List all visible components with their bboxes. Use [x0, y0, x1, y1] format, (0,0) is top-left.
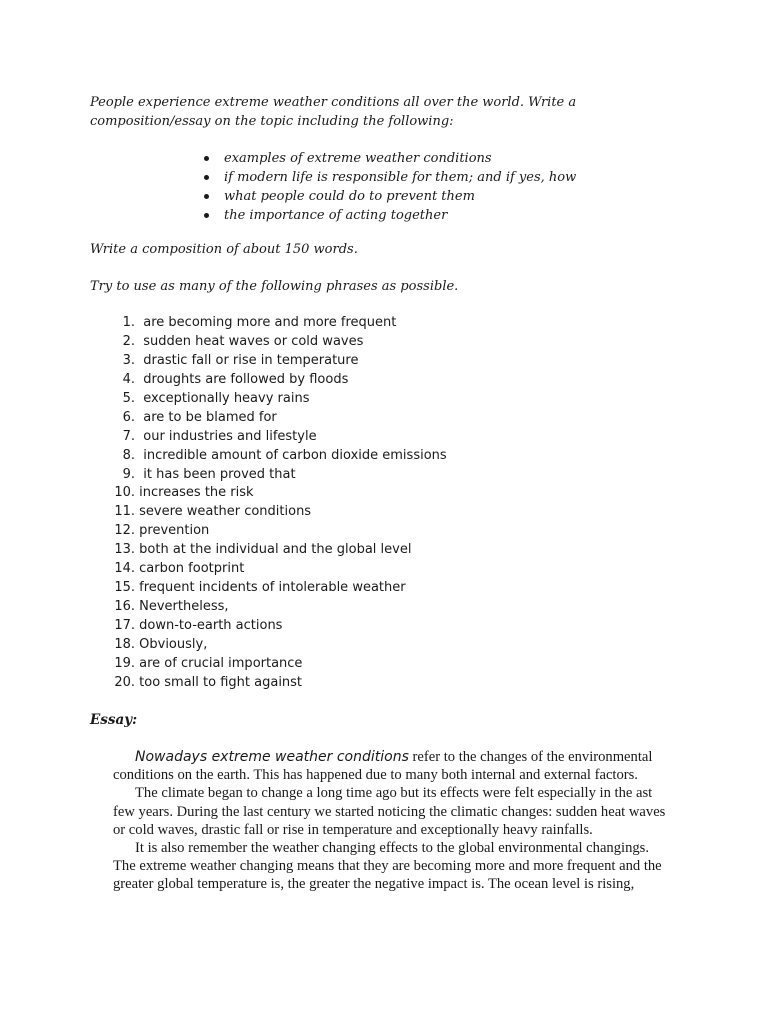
phrase-number: 17. — [114, 618, 135, 633]
phrase-number: 5. — [122, 390, 135, 406]
phrase-item — [90, 333, 690, 352]
phrase-number: 12. — [114, 523, 135, 539]
phrase-text: increases the risk — [139, 485, 254, 501]
phrase-text: too small to fight against — [139, 674, 303, 690]
phrase-item — [90, 636, 690, 655]
phrase-text: it has been proved that — [143, 466, 296, 482]
phrase-item — [90, 428, 690, 447]
phrase-list — [90, 314, 690, 693]
phrase-text: frequent incidents of intolerable weather — [139, 580, 406, 596]
phrase-number: 10. — [114, 485, 135, 501]
phrase-item — [90, 484, 690, 503]
phrase-number: 18. — [114, 636, 135, 652]
assignment-prompt — [90, 94, 690, 296]
phrase-number: 9. — [122, 466, 135, 482]
phrase-text: Obviously, — [139, 636, 208, 652]
phrase-number: 1. — [122, 315, 135, 330]
phrase-number: 4. — [122, 371, 135, 387]
phrase-text: Nevertheless, — [139, 599, 229, 615]
phrase-number: 3. — [122, 352, 135, 368]
prompt-intro: People experience extreme weather conditions all over the world. Write a composition/essay on the topic including the following: — [90, 95, 577, 129]
phrase-text: prevention — [139, 523, 210, 539]
phrase-number: 2. — [122, 333, 135, 349]
phrase-text: sudden heat waves or cold waves — [143, 333, 364, 349]
essay-lead-phrase: Nowadays extreme weather conditions — [135, 749, 409, 765]
phrase-number: 11. — [114, 504, 135, 520]
requirement-item: if modern life is responsible for them; and if yes, how — [224, 168, 690, 187]
phrase-number: 20. — [114, 674, 135, 690]
phrase-text: drastic fall or rise in temperature — [143, 352, 359, 368]
phrase-text: are to be blamed for — [143, 409, 277, 425]
phrase-number: 8. — [122, 447, 135, 463]
phrase-number: 19. — [114, 655, 135, 671]
phrase-item — [90, 409, 690, 428]
essay-body — [113, 748, 673, 894]
bullet-icon — [204, 194, 209, 199]
bullet-icon — [204, 156, 209, 161]
phrase-item — [90, 579, 690, 598]
phrase-text: carbon footprint — [139, 561, 245, 577]
word-count-instruction: Write a composition of about 150 words. — [90, 242, 358, 257]
bullet-icon — [204, 175, 209, 180]
phrase-item — [90, 598, 690, 617]
phrases-instruction: Try to use as many of the following phrases as possible. — [90, 278, 459, 294]
essay-paragraph-1: Nowadays extreme weather conditions refer to the changes of the environmental conditions on the earth. This has happened due to many both internal and external factors. — [113, 749, 653, 784]
phrase-item — [90, 352, 690, 371]
phrase-number: 13. — [114, 542, 135, 558]
bullet-icon — [204, 213, 209, 218]
essay-paragraph-2: The climate began to change a long time ago but its effects were felt especially in the ast few years. During the last century we started noticing the climatic changes: sudden heat waves or cold waves, drastic fall or rise in temperature and exceptionally heavy rainfalls. — [113, 785, 666, 838]
phrase-text: are becoming more and more frequent — [143, 315, 397, 330]
phrase-text: our industries and lifestyle — [143, 428, 317, 444]
phrase-item — [90, 560, 690, 579]
phrase-number: 16. — [114, 599, 135, 615]
requirement-item: the importance of acting together — [224, 206, 690, 225]
phrase-item — [90, 371, 690, 390]
phrase-number: 6. — [122, 409, 135, 425]
requirement-item: what people could do to prevent them — [224, 187, 690, 206]
phrase-item — [90, 522, 690, 541]
phrase-item — [90, 674, 690, 693]
essay-heading: Essay: — [90, 712, 138, 728]
essay-paragraph-3: It is also remember the weather changing effects to the global environmental changings. The extreme weather changing means that they are becoming more and more frequent and the greater global temperature is, the greater the negative impact is. The ocean level is rising, — [113, 840, 662, 893]
phrase-item — [90, 447, 690, 466]
phrase-item — [90, 503, 690, 522]
phrase-text: both at the individual and the global level — [139, 542, 412, 558]
phrase-item — [90, 655, 690, 674]
phrase-text: droughts are followed by floods — [143, 371, 349, 387]
phrase-text: are of crucial importance — [139, 655, 303, 671]
phrase-text: severe weather conditions — [139, 504, 312, 520]
requirement-item: examples of extreme weather conditions — [224, 149, 690, 168]
phrase-number: 7. — [122, 428, 135, 444]
phrase-item — [90, 541, 690, 560]
phrase-number: 14. — [114, 561, 135, 577]
phrase-text: incredible amount of carbon dioxide emissions — [143, 447, 447, 463]
phrase-item — [90, 314, 690, 333]
phrase-text: down-to-earth actions — [139, 618, 283, 633]
phrase-text: exceptionally heavy rains — [143, 390, 310, 406]
phrase-item — [90, 390, 690, 409]
phrase-item — [90, 617, 690, 636]
phrase-number: 15. — [114, 580, 135, 596]
phrase-item — [90, 466, 690, 485]
requirements-list — [90, 149, 690, 225]
